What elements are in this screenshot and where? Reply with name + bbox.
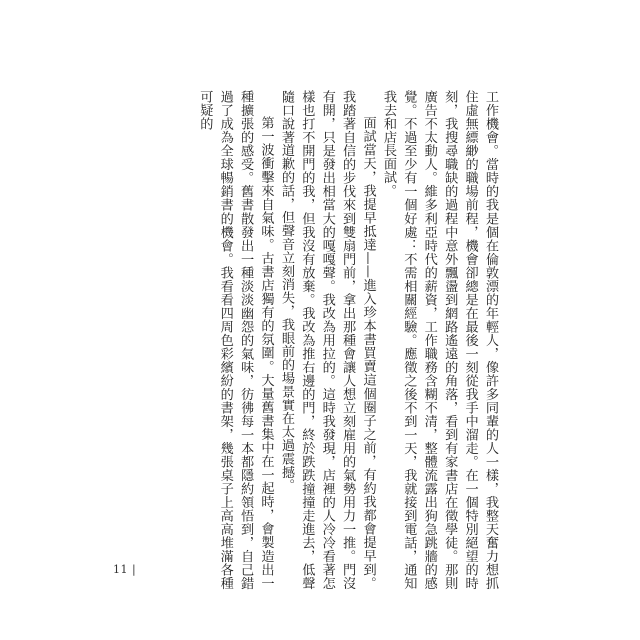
page-number: 11 |: [113, 563, 137, 576]
paragraph-1: 工作機會。當時的我是個在倫敦漂的年輕人，像許多同輩的人一樣，我整天奮力想抓住虛無縹緲的職場前程，機會卻總是在最後一刻從我手中溜走。在一個特別絕望的時刻，我搜尋職缺的過程中意外飄盪到網路遙遠的角落，看到有家書店在徵學徒。那則廣告不太動人。維多利亞時代的薪資，工作職務含糊不清，整體流露出狗急跳牆的感覺。不過至少有一個好處：不需相關經驗。應徵之後不到一天，我就接到電話，通知我去和店長面試。: [380, 90, 498, 590]
body-text: [148, 90, 500, 590]
paragraph-2: 面試當天，我提早抵達——進入珍本書買賣這個圈子之前，有約我都會提早到。我踏著自信的步伐來到雙扇門前，拿出那種會讓人想立刻雇用的氣勢用力一推。門沒有開，只是發出相當大的嘎嘎聲。我改為用拉的。這時我發現，店裡的人冷冷看著怎樣也打不開門的我，但我沒有放棄。我改為推右邊的門，終於跌跌撞撞走進去，低聲隨口說著道歉的話，但聲音立刻消失，我眼前的場景實在太過震撼。: [278, 90, 376, 590]
paragraph-3: 第一波衝擊來自氣味。古書店獨有的氛圍。大量舊書集中在一起時，會製造出一種擴張的感受。舊書散發出一種淡淡幽怨的氣味，彷彿每一本都隱約領悟到，自己錯過了成為全球暢銷書的機會。我看看四周色彩繽紛的書架，幾張桌子上高高堆滿各種可疑的: [197, 90, 274, 590]
